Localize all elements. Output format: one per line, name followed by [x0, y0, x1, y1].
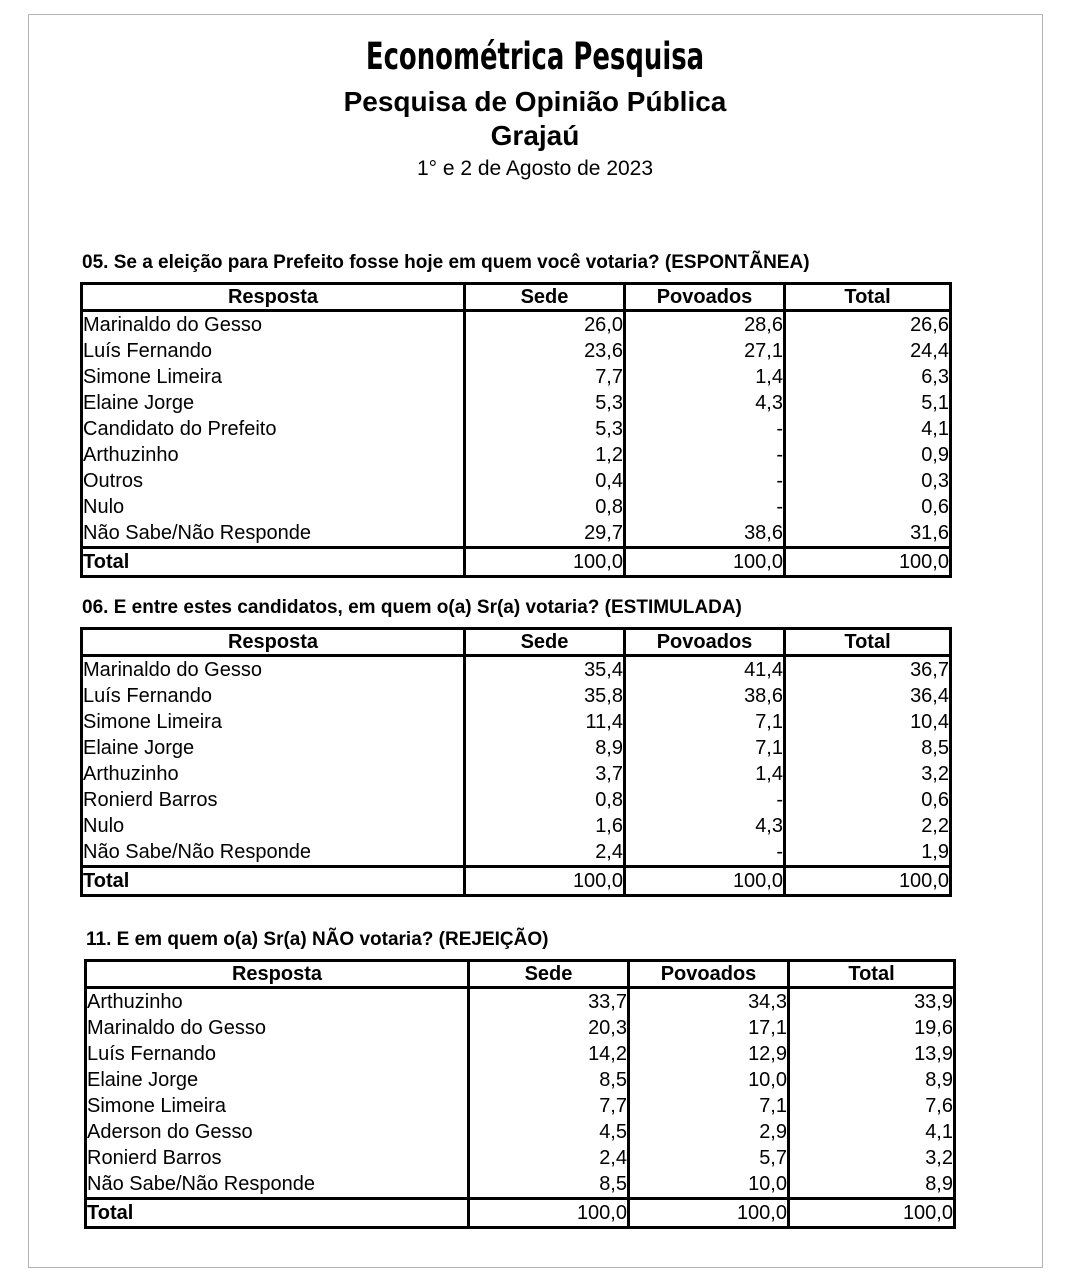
table-row — [82, 416, 951, 442]
value-cell: 36,4 — [785, 683, 951, 709]
candidate-name: Nulo — [83, 495, 125, 518]
value-cell: 7,7 — [469, 1093, 629, 1119]
column-header-total: Total — [789, 961, 955, 988]
value-cell: 14,2 — [469, 1041, 629, 1067]
candidate-name: Não Sabe/Não Responde — [83, 521, 311, 544]
table-q11 — [84, 959, 956, 1229]
total-value-total: 100,0 — [785, 867, 951, 896]
table-row — [86, 1145, 955, 1171]
table-row — [82, 813, 951, 839]
candidate-name: Marinaldo do Gesso — [87, 1016, 266, 1039]
value-cell: 29,7 — [465, 520, 625, 548]
value-cell: 5,3 — [465, 390, 625, 416]
candidate-name: Candidato do Prefeito — [83, 417, 277, 440]
total-value-sede: 100,0 — [469, 1199, 629, 1228]
table-row — [86, 1015, 955, 1041]
table-row — [82, 735, 951, 761]
value-cell: 2,4 — [469, 1145, 629, 1171]
value-cell: 1,9 — [785, 839, 951, 867]
table-row — [82, 494, 951, 520]
column-header-sede: Sede — [465, 629, 625, 656]
table-header-row — [86, 961, 955, 988]
value-cell: 0,6 — [785, 494, 951, 520]
value-cell: 7,1 — [629, 1093, 789, 1119]
value-cell: 13,9 — [789, 1041, 955, 1067]
value-cell: 4,5 — [469, 1119, 629, 1145]
candidate-name: Luís Fernando — [83, 339, 212, 362]
table-row — [86, 1119, 955, 1145]
candidate-name: Elaine Jorge — [87, 1068, 199, 1091]
table-row — [82, 787, 951, 813]
value-cell: 23,6 — [465, 338, 625, 364]
value-cell: 4,1 — [785, 416, 951, 442]
column-header-povoados: Povoados — [625, 284, 785, 311]
value-cell: 6,3 — [785, 364, 951, 390]
table-row — [82, 442, 951, 468]
value-cell: 0,8 — [465, 494, 625, 520]
candidate-name: Marinaldo do Gesso — [83, 313, 262, 336]
candidate-name: Elaine Jorge — [83, 391, 195, 414]
value-cell: 0,3 — [785, 468, 951, 494]
candidate-name: Arthuzinho — [83, 443, 179, 466]
total-value-povoados: 100,0 — [629, 1199, 789, 1228]
value-cell: 8,5 — [785, 735, 951, 761]
value-cell: 8,9 — [465, 735, 625, 761]
candidate-name: Nulo — [83, 814, 125, 837]
value-cell: 0,8 — [465, 787, 625, 813]
value-cell: 1,4 — [625, 761, 785, 787]
table-row — [82, 709, 951, 735]
total-value-povoados: 100,0 — [625, 867, 785, 896]
column-header-total: Total — [785, 629, 951, 656]
value-cell: 5,7 — [629, 1145, 789, 1171]
table-row — [86, 988, 955, 1016]
value-cell: 2,2 — [785, 813, 951, 839]
value-cell: 38,6 — [625, 520, 785, 548]
candidate-name: Arthuzinho — [87, 990, 183, 1013]
value-cell: 24,4 — [785, 338, 951, 364]
candidate-name: Ronierd Barros — [83, 788, 218, 811]
total-label: Total — [86, 1199, 469, 1228]
table-row — [82, 468, 951, 494]
value-cell: 3,7 — [465, 761, 625, 787]
value-cell: 10,0 — [629, 1171, 789, 1199]
total-value-sede: 100,0 — [465, 867, 625, 896]
value-cell: 38,6 — [625, 683, 785, 709]
value-cell: 7,1 — [625, 709, 785, 735]
candidate-name: Aderson do Gesso — [87, 1120, 253, 1143]
value-cell: 35,8 — [465, 683, 625, 709]
candidate-name: Não Sabe/Não Responde — [83, 840, 311, 863]
value-cell: 7,1 — [625, 735, 785, 761]
value-cell: 28,6 — [625, 311, 785, 339]
value-cell: 4,1 — [789, 1119, 955, 1145]
question-11-section — [84, 929, 956, 1229]
value-cell: 33,7 — [469, 988, 629, 1016]
value-cell: 8,9 — [789, 1171, 955, 1199]
candidate-name: Marinaldo do Gesso — [83, 658, 262, 681]
value-cell: 33,9 — [789, 988, 955, 1016]
value-cell: 27,1 — [625, 338, 785, 364]
value-cell: 36,7 — [785, 656, 951, 684]
value-cell: 5,3 — [465, 416, 625, 442]
table-q06 — [80, 627, 952, 897]
table-row — [82, 390, 951, 416]
total-label: Total — [82, 548, 465, 577]
value-cell: 10,0 — [629, 1067, 789, 1093]
candidate-name: Simone Limeira — [87, 1094, 226, 1117]
value-cell: 0,9 — [785, 442, 951, 468]
column-header-resposta: Resposta — [86, 961, 469, 988]
value-cell: 11,4 — [465, 709, 625, 735]
value-cell: 8,9 — [789, 1067, 955, 1093]
total-label: Total — [82, 867, 465, 896]
value-cell: 10,4 — [785, 709, 951, 735]
table-row — [82, 683, 951, 709]
candidate-name: Luís Fernando — [83, 684, 212, 707]
total-value-total: 100,0 — [785, 548, 951, 577]
city-name: Grajaú — [490, 120, 580, 151]
candidate-name: Arthuzinho — [83, 762, 179, 785]
total-value-povoados: 100,0 — [625, 548, 785, 577]
value-cell: 5,1 — [785, 390, 951, 416]
candidate-name: Simone Limeira — [83, 365, 222, 388]
value-cell: 34,3 — [629, 988, 789, 1016]
question-06-section — [80, 597, 952, 897]
column-header-sede: Sede — [469, 961, 629, 988]
value-cell: 0,6 — [785, 787, 951, 813]
document-title: Pesquisa de Opinião Pública — [343, 86, 727, 117]
table-header-row — [82, 284, 951, 311]
value-cell: 19,6 — [789, 1015, 955, 1041]
candidate-name: Outros — [83, 469, 144, 492]
survey-date: 1° e 2 de Agosto de 2023 — [416, 157, 654, 180]
value-cell: 2,9 — [629, 1119, 789, 1145]
table-header-row — [82, 629, 951, 656]
column-header-povoados: Povoados — [625, 629, 785, 656]
value-cell: 7,6 — [789, 1093, 955, 1119]
total-value-total: 100,0 — [789, 1199, 955, 1228]
table-row — [86, 1067, 955, 1093]
value-cell: 8,5 — [469, 1171, 629, 1199]
value-cell: 1,2 — [465, 442, 625, 468]
value-cell: - — [625, 416, 785, 442]
table-row — [82, 656, 951, 684]
column-header-resposta: Resposta — [82, 284, 465, 311]
value-cell: - — [625, 494, 785, 520]
agency-logo: Econométrica Pesquisa — [365, 35, 705, 78]
candidate-name: Ronierd Barros — [87, 1146, 222, 1169]
value-cell: 8,5 — [469, 1067, 629, 1093]
value-cell: 35,4 — [465, 656, 625, 684]
candidate-name: Elaine Jorge — [83, 736, 195, 759]
document-header — [28, 35, 1042, 182]
column-header-povoados: Povoados — [629, 961, 789, 988]
column-header-resposta: Resposta — [82, 629, 465, 656]
value-cell: 31,6 — [785, 520, 951, 548]
table-row — [86, 1093, 955, 1119]
value-cell: 2,4 — [465, 839, 625, 867]
value-cell: 12,9 — [629, 1041, 789, 1067]
value-cell: 20,3 — [469, 1015, 629, 1041]
table-row — [82, 761, 951, 787]
question-11-title: 11. E em quem o(a) Sr(a) NÃO votaria? (REJEIÇÃO) — [86, 929, 549, 950]
table-row — [86, 1041, 955, 1067]
value-cell: 1,4 — [625, 364, 785, 390]
value-cell: - — [625, 787, 785, 813]
total-row — [86, 1199, 955, 1228]
total-row — [82, 867, 951, 896]
question-05-title: 05. Se a eleição para Prefeito fosse hoje em quem você votaria? (ESPONTÃNEA) — [82, 252, 810, 273]
value-cell: - — [625, 468, 785, 494]
value-cell: 7,7 — [465, 364, 625, 390]
column-header-sede: Sede — [465, 284, 625, 311]
table-row — [82, 338, 951, 364]
total-value-sede: 100,0 — [465, 548, 625, 577]
question-06-title: 06. E entre estes candidatos, em quem o(a) Sr(a) votaria? (ESTIMULADA) — [82, 597, 742, 618]
question-05-section — [80, 252, 952, 578]
value-cell: 41,4 — [625, 656, 785, 684]
table-row — [86, 1171, 955, 1199]
value-cell: 26,6 — [785, 311, 951, 339]
value-cell: 3,2 — [785, 761, 951, 787]
table-q05 — [80, 282, 952, 578]
total-row — [82, 548, 951, 577]
candidate-name: Luís Fernando — [87, 1042, 216, 1065]
table-row — [82, 839, 951, 867]
table-row — [82, 364, 951, 390]
value-cell: 4,3 — [625, 390, 785, 416]
value-cell: 0,4 — [465, 468, 625, 494]
value-cell: 3,2 — [789, 1145, 955, 1171]
value-cell: - — [625, 442, 785, 468]
column-header-total: Total — [785, 284, 951, 311]
value-cell: 4,3 — [625, 813, 785, 839]
table-row — [82, 520, 951, 548]
candidate-name: Simone Limeira — [83, 710, 222, 733]
candidate-name: Não Sabe/Não Responde — [87, 1172, 315, 1195]
table-row — [82, 311, 951, 339]
value-cell: 1,6 — [465, 813, 625, 839]
value-cell: - — [625, 839, 785, 867]
value-cell: 26,0 — [465, 311, 625, 339]
value-cell: 17,1 — [629, 1015, 789, 1041]
